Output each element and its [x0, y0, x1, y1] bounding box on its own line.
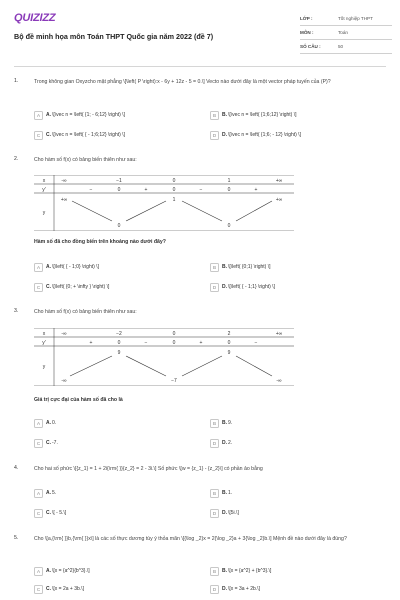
option-letter: A — [34, 263, 43, 272]
option-d[interactable] — [210, 585, 386, 594]
option-key: A. — [46, 420, 51, 426]
sign: − — [144, 340, 148, 346]
option-key: A. — [46, 264, 51, 270]
meta-value: Toán — [338, 30, 348, 35]
meta-row-class — [300, 12, 392, 26]
option-key: C. — [46, 284, 51, 290]
option-key: D. — [222, 284, 227, 290]
option-d[interactable] — [210, 131, 386, 140]
question-2-sub — [14, 239, 386, 245]
option-a[interactable] — [34, 419, 210, 428]
option-letter: D — [210, 509, 219, 518]
option-key: B. — [222, 264, 227, 270]
option-a[interactable] — [34, 489, 210, 498]
question-4 — [14, 465, 386, 473]
option-letter: A — [34, 419, 43, 428]
option-c[interactable] — [34, 439, 210, 448]
meta-value: Tốt nghiệp THPT — [338, 16, 373, 21]
meta-key: MÔN : — [300, 30, 314, 35]
option-letter: C — [34, 439, 43, 448]
option-text: 0. — [52, 420, 57, 426]
question-5 — [14, 535, 386, 543]
option-letter: C — [34, 131, 43, 140]
option-c[interactable] — [34, 131, 210, 140]
option-text: \[x = 3a + 2b.\] — [228, 586, 260, 592]
option-b[interactable] — [210, 263, 386, 272]
option-key: D. — [222, 440, 227, 446]
options-q4 — [34, 488, 386, 528]
option-letter: D — [210, 439, 219, 448]
option-text: \[\vec n = \left( {1;6; - 12} \right) \] — [228, 132, 301, 138]
row-label-x: x — [42, 178, 46, 184]
question-subtext: Hàm số đã cho đồng biến trên khoảng nào dưới đây? — [34, 239, 166, 245]
option-key: B. — [222, 420, 227, 426]
question-number: 4. — [14, 465, 19, 471]
option-letter: C — [34, 509, 43, 518]
sign: − — [89, 187, 93, 193]
option-text: \[\left( {0;1} \right) \] — [228, 264, 271, 270]
option-text: \[5i.\] — [228, 510, 239, 516]
option-text: \[x = 2a + 3b.\] — [52, 586, 84, 592]
option-text: 5. — [52, 490, 57, 496]
option-letter: B — [210, 263, 219, 272]
meta-value: 50 — [338, 44, 344, 49]
options-q1 — [34, 110, 386, 150]
options-q3 — [34, 418, 386, 458]
option-text: \[\vec n = \left( {1;6;12} \right) \] — [228, 112, 297, 118]
question-text: Cho hàm số f(x) có bảng biến thiên như sau: — [34, 309, 137, 315]
option-key: A. — [46, 568, 51, 574]
sign: + — [254, 187, 258, 193]
option-letter: D — [210, 585, 219, 594]
option-text: \[ - 5.\] — [52, 510, 67, 516]
option-letter: A — [34, 111, 43, 120]
question-text: Cho hai số phức \[{z_1} = 1 + 2i{\rm{ }}{z_2} = 2 - 3i.\] Số phức \[w = {z_1} - {z_2}\] có phần ảo bằng — [34, 466, 263, 472]
x-value: 2 — [227, 331, 231, 337]
question-text: Trong không gian Oxyzcho mặt phẳng \[\left( P \right):x - 6y + 12z - 5 = 0.\] Vecto nào dưới đây là một vector pháp tuyến của (P)? — [34, 79, 331, 85]
option-key: B. — [222, 112, 227, 118]
sign: + — [199, 340, 203, 346]
sign: 0 — [227, 187, 231, 193]
sign: 0 — [117, 187, 121, 193]
option-text: \[\vec n = \left( {1; - 6;12} \right) \] — [52, 112, 125, 118]
meta-key: LỚP : — [300, 16, 313, 21]
question-text: Cho \[a,{\rm{ }}b,{\rm{ }}x\] là các số thực dương tùy ý thỏa mãn \[{\log _2}x = 2{\log _2}a + 3{\log _2}b.\] Mệnh đề nào dưới đây là đúng? — [34, 536, 347, 542]
option-text: \[x = {a^2}{b^3}.\] — [52, 568, 90, 574]
option-key: C. — [46, 132, 51, 138]
option-letter: B — [210, 489, 219, 498]
row-label-yprime: y' — [42, 340, 46, 346]
meta-row-count — [300, 40, 392, 54]
option-b[interactable] — [210, 419, 386, 428]
option-key: D. — [222, 132, 227, 138]
question-2 — [14, 156, 386, 164]
row-label-y: y — [42, 364, 46, 370]
option-text: \[\vec n = \left( { - 1;6;12} \right) \] — [52, 132, 125, 138]
y-value: +∞ — [275, 197, 283, 203]
option-letter: B — [210, 419, 219, 428]
option-d[interactable] — [210, 283, 386, 292]
question-text: Cho hàm số f(x) có bảng biến thiên như sau: — [34, 157, 137, 163]
meta-row-subject — [300, 26, 392, 40]
option-text: -7. — [52, 440, 58, 446]
y-value: 0 — [227, 223, 231, 229]
question-number: 1. — [14, 78, 19, 84]
x-value: 0 — [172, 178, 176, 184]
option-key: C. — [46, 586, 51, 592]
option-d[interactable] — [210, 439, 386, 448]
sign: 0 — [117, 340, 121, 346]
meta-key: SỐ CÂU : — [300, 44, 321, 49]
option-b[interactable] — [210, 489, 386, 498]
option-text: \[\left( { - 1;1} \right) \] — [228, 284, 275, 290]
y-value: 9 — [227, 350, 231, 356]
decrease-arrow — [72, 201, 112, 221]
x-value: +∞ — [275, 331, 283, 337]
option-key: A. — [46, 490, 51, 496]
question-number: 5. — [14, 535, 19, 541]
sign: + — [89, 340, 93, 346]
option-text: \[\left( { - 1;0} \right) \] — [52, 264, 99, 270]
header-divider — [14, 66, 386, 67]
options-q2 — [34, 262, 386, 302]
option-d[interactable] — [210, 509, 386, 518]
x-value: −2 — [116, 331, 122, 337]
option-key: C. — [46, 440, 51, 446]
option-key: B. — [222, 490, 227, 496]
variation-table-q2 — [34, 175, 294, 231]
option-c[interactable] — [34, 283, 210, 292]
meta-table — [300, 12, 392, 54]
increase-arrow — [126, 201, 166, 221]
sign: 0 — [227, 340, 231, 346]
question-subtext: Giá trị cực đại của hàm số đã cho là — [34, 397, 123, 403]
x-value: +∞ — [275, 178, 283, 184]
question-1 — [14, 78, 386, 86]
row-label-yprime: y' — [42, 187, 46, 193]
option-key: D. — [222, 586, 227, 592]
x-value: -∞ — [61, 178, 67, 184]
option-letter: A — [34, 489, 43, 498]
row-label-x: x — [42, 331, 46, 337]
option-text: \[x = {a^2} + {b^3}.\] — [228, 568, 272, 574]
option-a[interactable] — [34, 263, 210, 272]
option-a[interactable] — [34, 111, 210, 120]
option-text: \[\left( {0; + \infty } \right) \] — [52, 284, 110, 290]
y-value: 0 — [117, 223, 121, 229]
quizizz-logo: QUIZIZZ — [14, 12, 56, 24]
sign: + — [144, 187, 148, 193]
options-q5 — [34, 566, 386, 594]
x-value: 1 — [227, 178, 231, 184]
y-value: 1 — [172, 197, 176, 203]
sign: 0 — [172, 187, 176, 193]
increase-arrow — [236, 201, 272, 221]
y-value: 9 — [117, 350, 121, 356]
option-letter: D — [210, 131, 219, 140]
question-number: 2. — [14, 156, 19, 162]
question-number: 3. — [14, 308, 19, 314]
decrease-arrow — [236, 356, 272, 376]
option-letter: C — [34, 283, 43, 292]
sign: − — [199, 187, 203, 193]
option-letter: C — [34, 585, 43, 594]
option-text: 1. — [228, 490, 233, 496]
x-value: −1 — [116, 178, 122, 184]
y-value: -∞ — [276, 378, 282, 384]
option-letter: D — [210, 283, 219, 292]
x-value: 0 — [172, 331, 176, 337]
increase-arrow — [70, 356, 112, 376]
option-text: 9. — [228, 420, 233, 426]
y-value: -∞ — [61, 378, 67, 384]
option-key: B. — [222, 568, 227, 574]
option-letter: B — [210, 111, 219, 120]
question-3 — [14, 308, 386, 316]
option-c[interactable] — [34, 585, 210, 594]
y-value: +∞ — [60, 197, 68, 203]
option-letter: A — [34, 567, 43, 576]
decrease-arrow — [182, 201, 222, 221]
option-c[interactable] — [34, 509, 210, 518]
document-title: Bộ đề minh họa môn Toán THPT Quốc gia năm 2022 (đề 7) — [14, 32, 214, 41]
increase-arrow — [182, 356, 222, 376]
sign: 0 — [172, 340, 176, 346]
option-b[interactable] — [210, 111, 386, 120]
sign: − — [254, 340, 258, 346]
x-value: -∞ — [61, 331, 67, 337]
option-b[interactable] — [210, 567, 386, 576]
option-key: D. — [222, 510, 227, 516]
variation-table-q3 — [34, 328, 294, 386]
option-key: C. — [46, 510, 51, 516]
option-letter: B — [210, 567, 219, 576]
option-key: A. — [46, 112, 51, 118]
question-3-sub — [14, 397, 386, 403]
row-label-y: y — [42, 210, 46, 216]
y-value: −7 — [171, 378, 177, 384]
decrease-arrow — [126, 356, 166, 376]
option-a[interactable] — [34, 567, 210, 576]
option-text: 2. — [228, 440, 233, 446]
